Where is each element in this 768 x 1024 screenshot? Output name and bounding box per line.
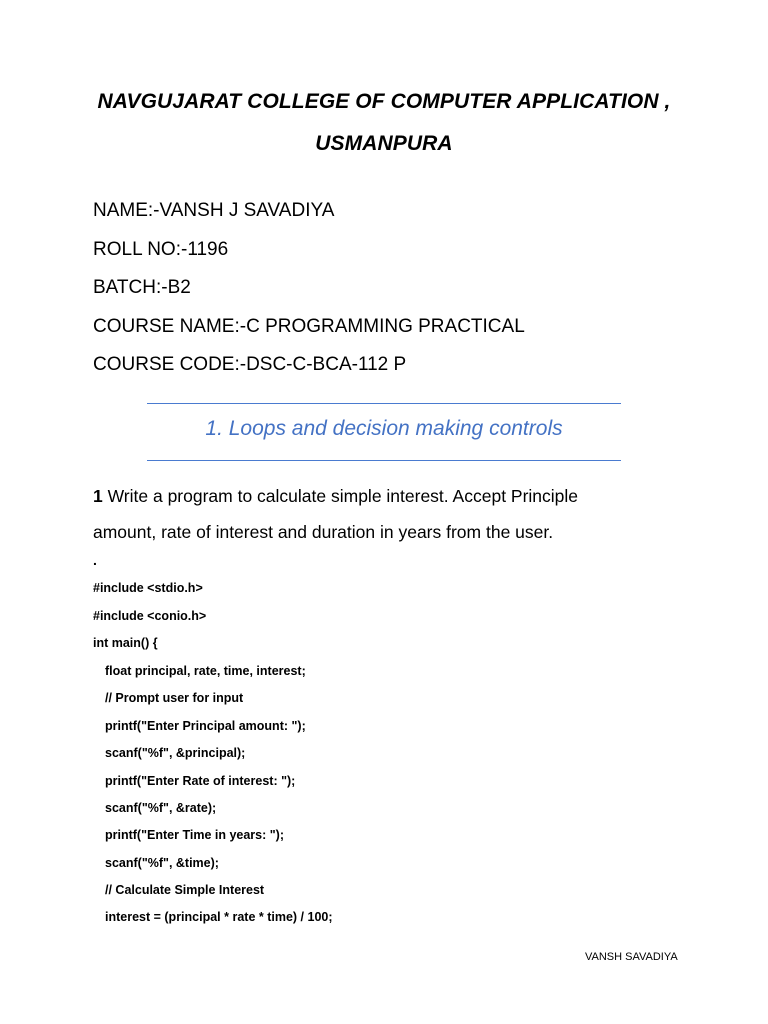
roll-number: ROLL NO:-1196 <box>93 239 229 260</box>
college-title-line-1: NAVGUJARAT COLLEGE OF COMPUTER APPLICATION , <box>97 90 671 113</box>
code-line: int main() { <box>93 636 158 650</box>
code-line: printf("Enter Rate of interest: "); <box>105 774 296 788</box>
code-line: scanf("%f", &time); <box>105 856 219 870</box>
student-name: NAME:-VANSH J SAVADIYA <box>93 200 335 221</box>
code-line: printf("Enter Principal amount: "); <box>105 719 306 733</box>
footer-author: VANSH SAVADIYA <box>585 951 678 963</box>
question-text-line-2: amount, rate of interest and duration in years from the user. <box>93 522 554 542</box>
separator-dot: . <box>93 552 97 568</box>
course-name: COURSE NAME:-C PROGRAMMING PRACTICAL <box>93 316 525 337</box>
course-code: COURSE CODE:-DSC-C-BCA-112 P <box>93 354 407 375</box>
batch: BATCH:-B2 <box>93 277 191 298</box>
code-line: #include <conio.h> <box>93 609 207 623</box>
heading-rule-bottom <box>147 460 621 461</box>
code-line: // Prompt user for input <box>105 691 244 705</box>
question-number: 1 <box>93 486 103 506</box>
code-line: interest = (principal * rate * time) / 100; <box>105 910 333 924</box>
college-title-line-2: USMANPURA <box>315 132 453 155</box>
question-text-line-1: Write a program to calculate simple interest. Accept Principle <box>102 486 579 506</box>
code-line: scanf("%f", &principal); <box>105 746 246 760</box>
code-line: float principal, rate, time, interest; <box>105 664 306 678</box>
code-line: #include <stdio.h> <box>93 581 203 595</box>
code-line: // Calculate Simple Interest <box>105 883 265 897</box>
code-line: printf("Enter Time in years: "); <box>105 828 285 842</box>
heading-rule-top <box>147 403 621 404</box>
code-line: scanf("%f", &rate); <box>105 801 217 815</box>
question-1 <box>93 478 653 550</box>
section-heading: 1. Loops and decision making controls <box>205 417 563 440</box>
